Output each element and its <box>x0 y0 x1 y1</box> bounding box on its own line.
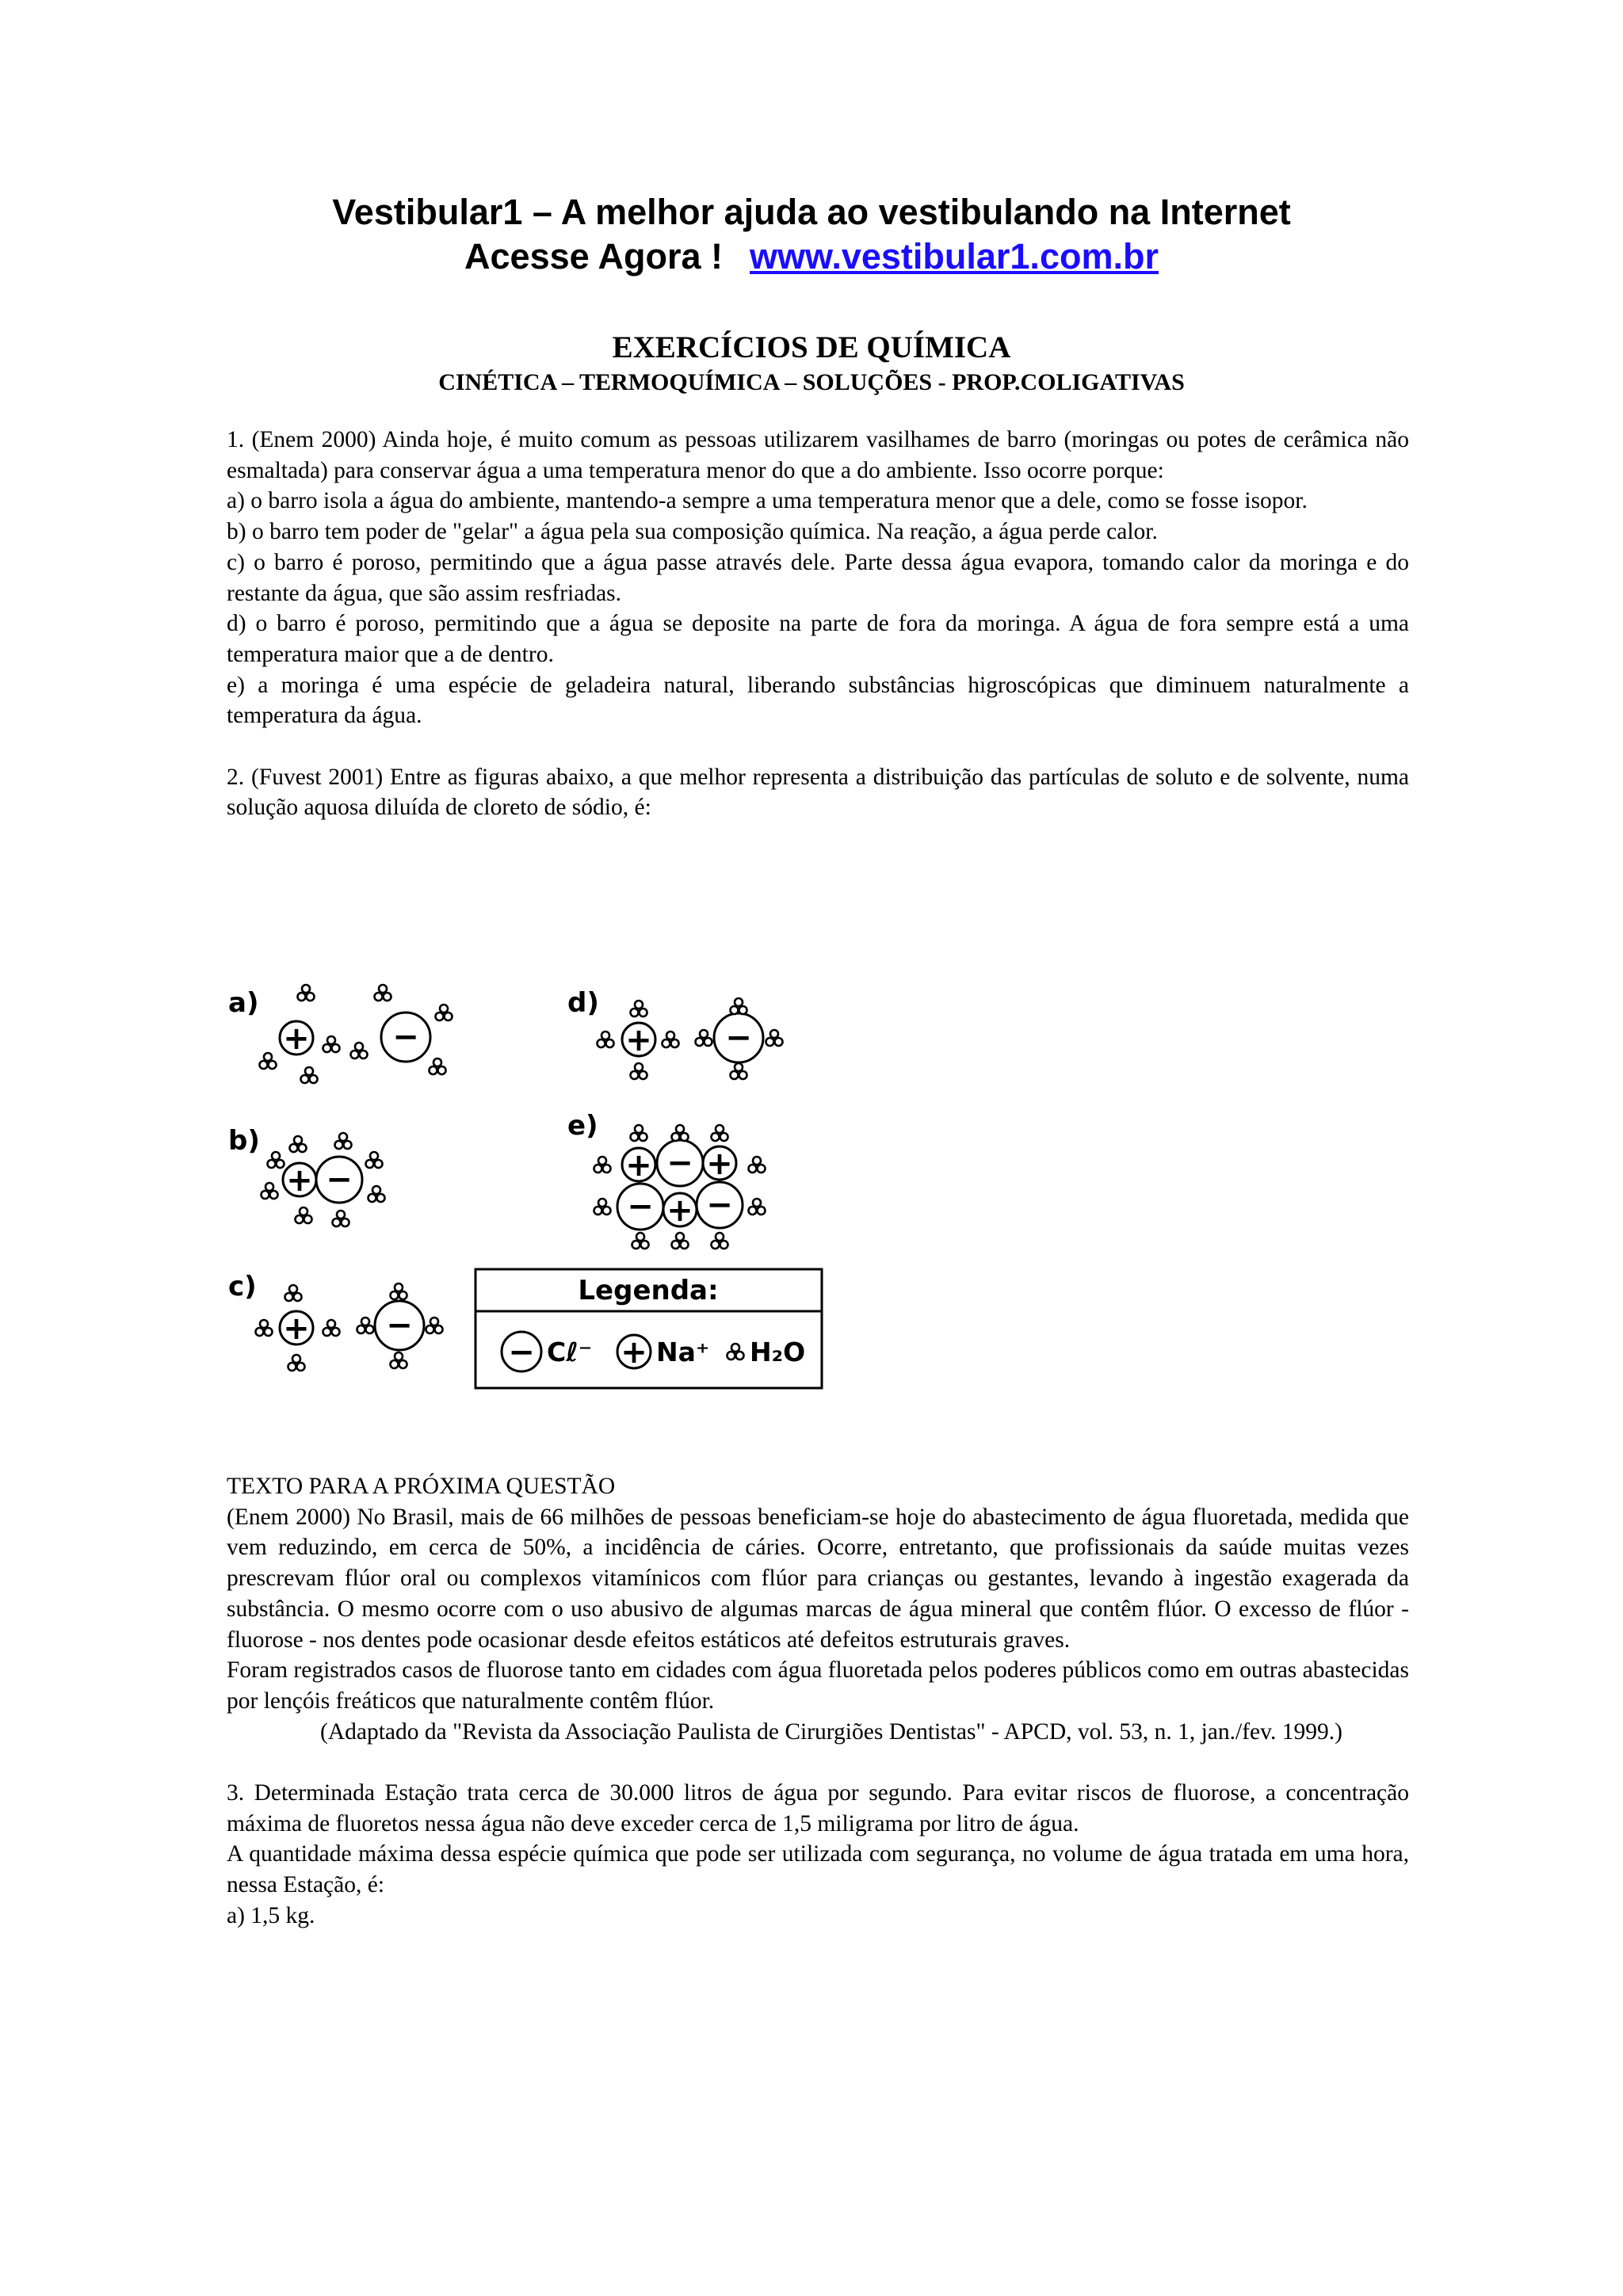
texto-paragraph-1: (Enem 2000) No Brasil, mais de 66 milhões de pessoas beneficiam-se hoje do abastecimento de água fluoretada, medida que vem reduzindo, em cerca de 50%, a incidência de cáries. Ocorre, entretanto, que profissionais da saúde muitas vezes prescrevam flúor oral ou complexos vitamínicos com flúor para crianças ou gestantes, levando à ingestão exagerada da substância. O mesmo ocorre com o uso abusivo de algumas marcas de água mineral que contêm flúor. O excesso de flúor - fluorose - nos dentes pode ocasionar desde efeitos estáticos até defeitos estruturais graves. <box>227 1504 1409 1653</box>
option-b-label: b) <box>228 1125 260 1157</box>
q3-option-a: a) 1,5 kg. <box>227 1902 315 1928</box>
na-ion-sign: + <box>625 1147 652 1184</box>
site-header-line1: Vestibular1 – A melhor ajuda ao vestibulando na Internet <box>332 192 1291 232</box>
q1-option-e: e) a moringa é uma espécie de geladeira natural, liberando substâncias higroscópicas que diminuem naturalmente a temperatura da água. <box>227 672 1409 729</box>
legend-cl-symbol: − <box>508 1334 535 1371</box>
legend-box <box>475 1269 822 1388</box>
legend-na-symbol: + <box>621 1334 647 1371</box>
cl-ion-sign: − <box>392 1019 419 1055</box>
q1-option-d: d) o barro é poroso, permitindo que a água se deposite na parte de fora da moringa. A água de fora sempre está a uma temperatura maior que a de dentro. <box>227 611 1409 667</box>
na-ion-sign: + <box>283 1020 310 1057</box>
option-d-label: d) <box>567 987 599 1019</box>
access-now-text: Acesse Agora ! <box>464 236 723 277</box>
q1-option-b: b) o barro tem poder de "gelar" a água pela sua composição química. Na reação, a água perde calor. <box>227 519 1158 545</box>
page-subtitle: CINÉTICA – TERMOQUÍMICA – SOLUÇÕES - PROP.COLIGATIVAS <box>438 369 1185 395</box>
texto-heading: TEXTO PARA A PRÓXIMA QUESTÃO <box>227 1474 616 1499</box>
q1-stem: 1. (Enem 2000) Ainda hoje, é muito comum as pessoas utilizarem vasilhames de barro (moringas ou potes de cerâmica não esmaltada) para conservar água a uma temperatura menor do que a do ambiente. Isso ocorre porque: <box>227 427 1409 483</box>
cl-ion-sign: − <box>725 1020 752 1056</box>
texto-source: (Adaptado da "Revista da Associação Paulista de Cirurgiões Dentistas" - APCD, vol. 53, n. 1, jan./fev. 1999.) <box>320 1718 1342 1745</box>
q3-stem-1: 3. Determinada Estação trata cerca de 30.000 litros de água por segundo. Para evitar riscos de fluorose, a concentração máxima de fluoretos nessa água não deve exceder cerca de 1,5 miligrama por litro de água. <box>227 1780 1409 1836</box>
legend-title: Legenda: <box>578 1275 719 1306</box>
q2-stem: 2. (Fuvest 2001) Entre as figuras abaixo, a que melhor representa a distribuição das partículas de soluto e de solvente, numa solução aquosa diluída de cloreto de sódio, é: <box>227 764 1409 821</box>
cl-ion-sign: − <box>666 1145 693 1181</box>
page-title: EXERCÍCIOS DE QUÍMICA <box>612 330 1011 364</box>
option-e-label: e) <box>567 1110 598 1142</box>
option-a-label: a) <box>228 987 259 1019</box>
texto-paragraph-2: Foram registrados casos de fluorose tanto em cidades com água fluoretada pelos poderes públicos como em outras abastecidas por lençóis freáticos que naturalmente contêm flúor. <box>227 1657 1409 1714</box>
na-ion-sign: + <box>625 1022 652 1058</box>
cl-ion-sign: − <box>386 1307 413 1344</box>
option-c-label: c) <box>228 1271 257 1302</box>
na-ion-sign: + <box>666 1192 693 1229</box>
legend-cl-label: Cℓ⁻ <box>547 1337 593 1367</box>
cl-ion-sign: − <box>706 1187 733 1223</box>
q1-option-a: a) o barro isola a água do ambiente, mantendo-a sempre a uma temperatura menor que a dele, como se fosse isopor. <box>227 488 1308 514</box>
legend-h2o-label: H₂O <box>750 1337 806 1367</box>
q3-stem-2: A quantidade máxima dessa espécie química que pode ser utilizada com segurança, no volume de água tratada em uma hora, nessa Estação, é: <box>227 1841 1409 1898</box>
legend-na-label: Na⁺ <box>656 1337 710 1367</box>
cl-ion-sign: − <box>326 1161 353 1198</box>
website-link[interactable]: www.vestibular1.com.br <box>749 236 1159 277</box>
questions-block-2 <box>227 1471 1409 1932</box>
na-ion-sign: + <box>706 1146 733 1182</box>
na-ion-sign: + <box>286 1162 313 1199</box>
na-ion-sign: + <box>283 1310 310 1347</box>
cl-ion-sign: − <box>627 1188 654 1225</box>
q1-option-c: c) o barro é poroso, permitindo que a água passe através dele. Parte dessa água evapora, tomando calor da moringa e do restante da água, que são assim resfriadas. <box>227 549 1409 606</box>
